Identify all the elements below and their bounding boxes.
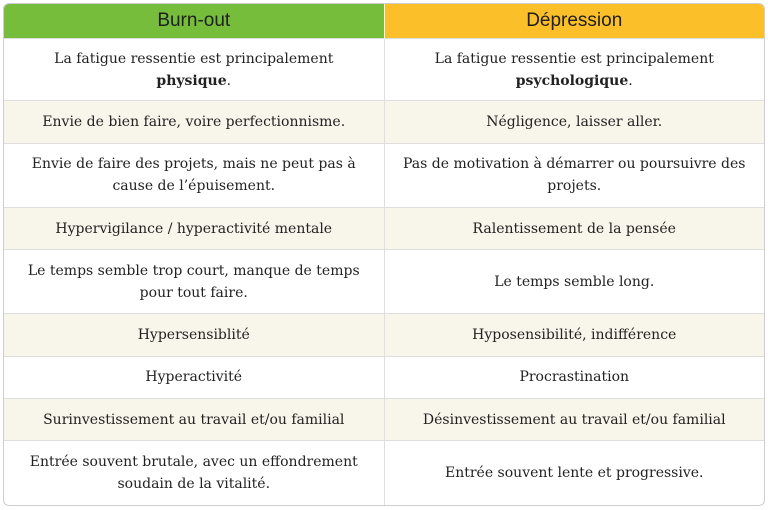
table-row [4,314,764,356]
cell-text: Hypersensiblité [137,327,250,344]
cell-burnout [4,101,384,143]
cell-burnout [4,250,384,314]
table-row [4,356,764,398]
table-row [4,101,764,143]
cell-burnout [4,398,384,440]
cell-burnout [4,356,384,398]
cell-text: Négligence, laisser aller. [486,113,663,130]
cell-burnout [4,143,384,207]
cell-text: Entrée souvent brutale, avec un effondrement soudain de la vitalité. [29,454,358,493]
comparison-table [4,4,764,505]
header-row [4,4,764,39]
cell-emphasis: psychologique [515,72,629,89]
cell-text: Désinvestissement au travail et/ou familial [422,411,726,428]
table-row [4,250,764,314]
cell-depression [384,101,764,143]
table-row [4,39,764,101]
cell-burnout [4,314,384,356]
table-row [4,207,764,249]
cell-depression [384,143,764,207]
cell-depression [384,398,764,440]
cell-depression [384,441,764,505]
cell-depression [384,314,764,356]
cell-text: Procrastination [519,369,630,386]
cell-depression [384,356,764,398]
cell-text: Hypervigilance / hyperactivité mentale [55,220,333,237]
cell-text: Surinvestissement au travail et/ou familial [43,411,345,428]
cell-depression [384,250,764,314]
cell-emphasis: physique [156,72,227,89]
table-row [4,398,764,440]
cell-text: Pas de motivation à démarrer ou poursuivre des projets. [403,156,746,195]
cell-text: Envie de faire des projets, mais ne peut pas à cause de l’épuisement. [31,156,356,195]
cell-text: Entrée souvent lente et progressive. [444,465,704,482]
cell-text: Ralentissement de la pensée [472,220,676,237]
cell-text: . [226,72,232,89]
cell-text: Hyperactivité [145,369,243,386]
cell-depression [384,207,764,249]
cell-burnout [4,441,384,505]
cell-text: La fatigue ressentie est principalement [54,50,334,67]
cell-depression [384,39,764,101]
header-burnout: Burn-out [4,4,384,39]
cell-burnout [4,207,384,249]
cell-burnout [4,39,384,101]
cell-text: Envie de bien faire, voire perfectionnisme. [42,113,346,130]
cell-text: Le temps semble long. [494,273,655,290]
table-row [4,441,764,505]
cell-text: La fatigue ressentie est principalement [434,50,714,67]
header-depression: Dépression [384,4,764,39]
comparison-table-container [3,3,765,506]
table-row [4,143,764,207]
cell-text: Le temps semble trop court, manque de temps pour tout faire. [27,262,360,301]
cell-text: Hyposensibilité, indifférence [472,327,677,344]
cell-text: . [628,72,633,89]
